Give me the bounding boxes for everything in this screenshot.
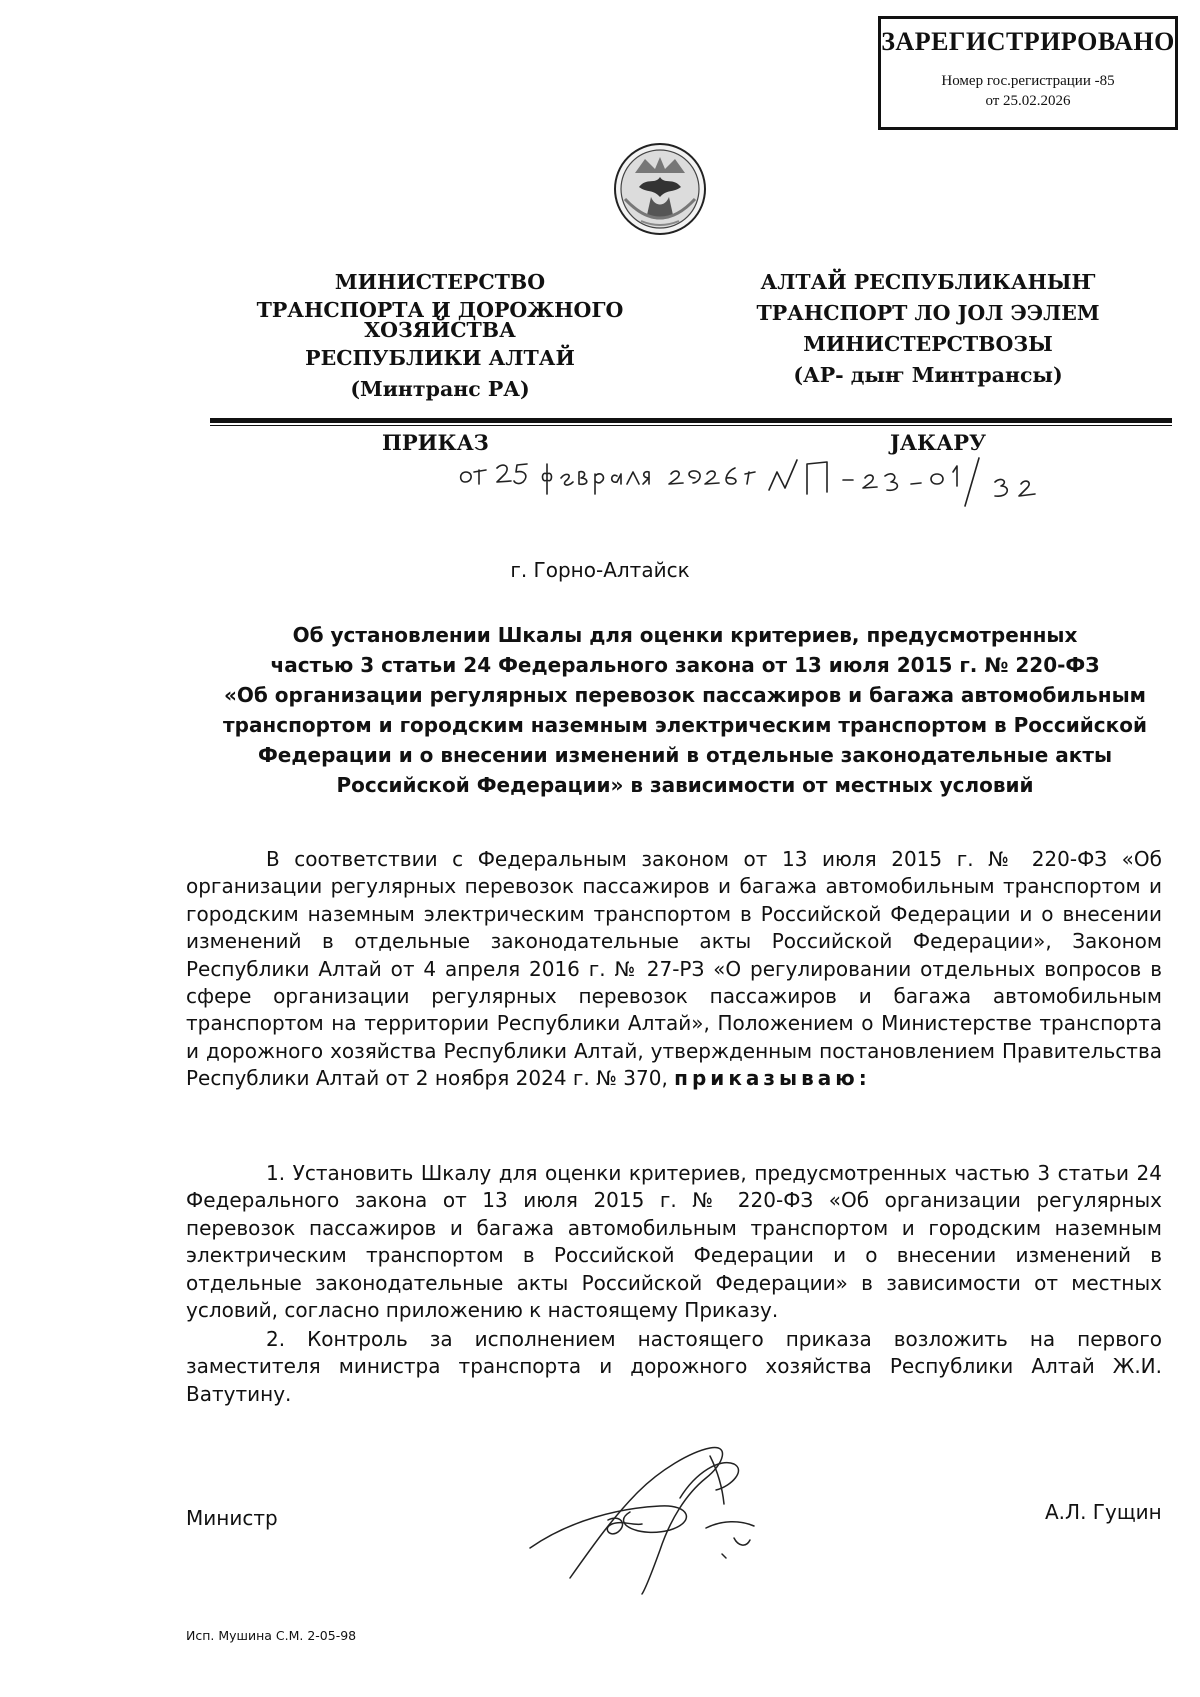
title-line: Об установлении Шкалы для оценки критериев, предусмотренных [292,623,1078,647]
title-line: частью 3 статьи 24 Федерального закона от 13 июля 2015 г. № 220-ФЗ [270,653,1100,677]
header-right-line: (АР- дыҥ Минтрансы) [793,363,1063,387]
handwritten-order-date-number [455,450,1055,510]
stamp-registration-number: Номер гос.регистрации -85 [941,73,1115,89]
header-divider [210,418,1172,423]
preamble-paragraph [186,846,1162,1093]
signatory-name: А.Л. Гущин [1045,1500,1162,1524]
order-item-1: 1. Установить Шкалу для оценки критериев, предусмотренных частью 3 статьи 24 Федерального закона от 13 июля 2015 г. № 220-ФЗ «Об организации регулярных перевозок пассажиров и багажа автомобильным транспортом и городским наземным электрическим транспортом в Российской Федерации и о внесении изменений в отдельные законодательные акты Российской Федерации» в зависимости от местных условий, согласно приложению к настоящему Приказу. [186,1161,1162,1323]
header-left-line: МИНИСТЕРСТВО [334,270,546,294]
signature-title: Министр [186,1506,278,1530]
ministry-header-russian [250,268,630,403]
stamp-registration-date: от 25.02.2026 [985,93,1071,109]
header-divider-thin [210,425,1172,426]
header-right-line: АЛТАЙ РЕСПУБЛИКАНЫҤ [760,270,1096,294]
header-left-line: РЕСПУБЛИКИ АЛТАЙ [305,346,575,370]
title-line: «Об организации регулярных перевозок пассажиров и багажа автомобильным [223,683,1147,707]
header-right-line: ТРАНСПОРТ ЛО JОЛ ЭЭЛЕМ [756,301,1100,325]
ministry-header-altai [748,268,1108,389]
title-line: транспортом и городским наземным электрическим транспортом в Российской [223,713,1147,737]
order-word-altai: JАКАРУ [890,430,987,455]
registration-stamp [878,16,1178,130]
order-keyword: приказываю: [674,1066,871,1091]
order-item-2: 2. Контроль за исполнением настоящего приказа возложить на первого заместителя министра транспорта и дорожного хозяйства Республики Алтай Ж.И. Ватутину. [186,1327,1162,1406]
header-right-line: МИНИСТЕРСТВОЗЫ [803,332,1053,356]
preamble-text: В соответствии с Федеральным законом от 13 июля 2015 г. № 220-ФЗ «Об организации регулярных перевозок пассажиров и багажа автомобильным транспортом и городским наземным электрическим транспортом в Российской Федерации и о внесении изменений в отдельные законодательные акты Российской Федерации», Законом Республики Алтай от 4 апреля 2016 г. № 27-РЗ «О регулировании отдельных вопросов в сфере организации регулярных перевозок пассажиров и багажа автомобильным транспортом на территории Республики Алтай», Положением о Министерстве транспорта и дорожного хозяйства Республики Алтай, утвержденным постановлением Правительства Республики Алтай от 2 ноября 2024 г. № 370, [186,847,1162,1091]
header-left-line: (Минтранс РА) [350,377,530,401]
signature-icon [510,1428,810,1596]
stamp-title: ЗАРЕГИСТРИРОВАНО [881,27,1175,56]
executor-info: Исп. Мушина С.М. 2-05-98 [186,1628,357,1643]
order-word-russian: ПРИКАЗ [382,430,489,455]
title-line: Российской Федерации» в зависимости от местных условий [336,773,1034,797]
header-left-line: ХОЗЯЙСТВА [364,318,516,342]
document-title [190,620,1180,800]
title-line: Федерации и о внесении изменений в отдельные законодательные акты [257,743,1113,767]
coat-of-arms-icon [611,137,709,245]
header-left-line: ТРАНСПОРТА И ДОРОЖНОГО [256,298,624,322]
city: г. Горно-Алтайск [510,558,690,582]
